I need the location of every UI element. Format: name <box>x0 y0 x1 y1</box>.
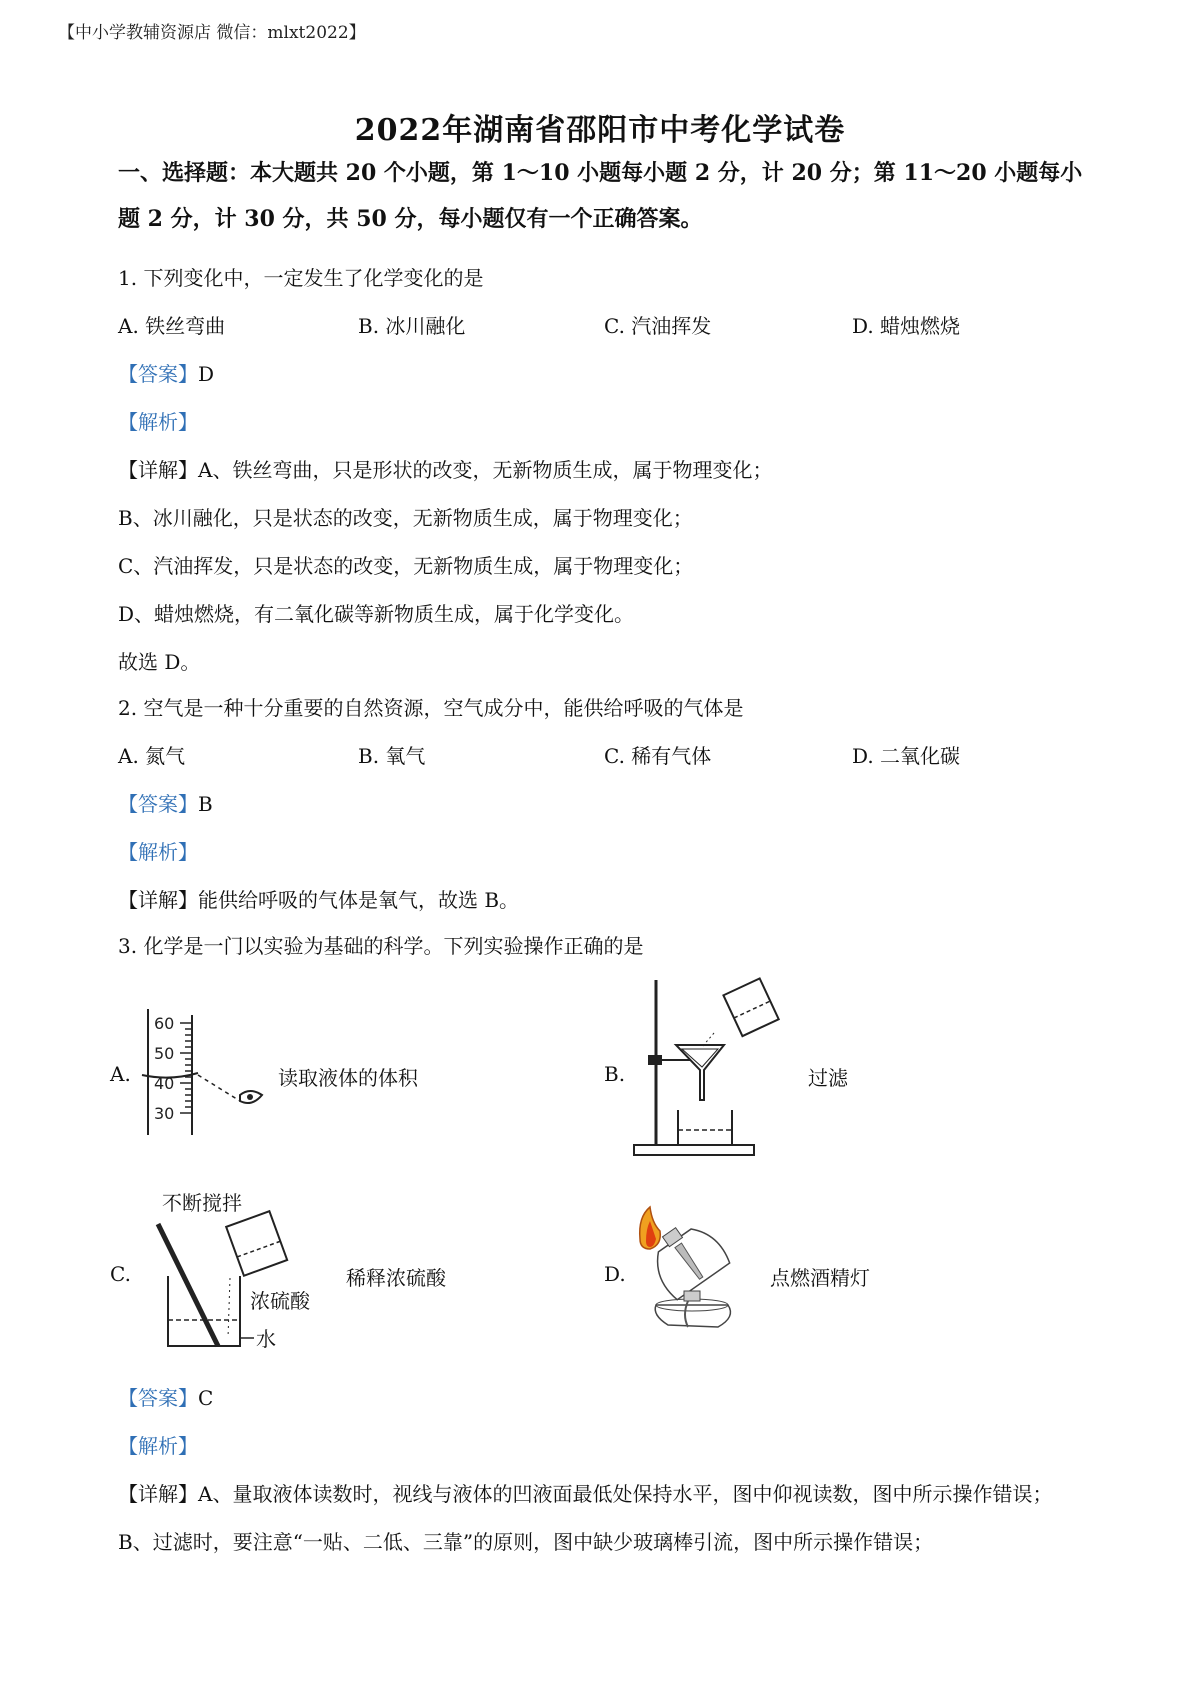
section-heading-line-1: 一、选择题：本大题共 20 个小题，第 1～10 小题每小题 2 分，计 20 分；第 11～20 小题每小 <box>118 160 1083 186</box>
q3-option-a-letter: A. <box>110 1062 131 1086</box>
cylinder-tick-label: 30 <box>154 1104 175 1123</box>
q1-option-d: D. 蜡烛燃烧 <box>852 314 961 338</box>
q3-option-b-label: 过滤 <box>808 1066 848 1090</box>
q3-analysis-tag: 【解析】 <box>118 1434 198 1458</box>
q2-option-d: D. 二氧化碳 <box>852 744 961 768</box>
answer-tag: 【答案】 <box>118 792 198 816</box>
answer-value: D <box>198 362 215 386</box>
q3-stem: 3. 化学是一门以实验为基础的科学。下列实验操作正确的是 <box>118 934 644 958</box>
q3-option-d-label: 点燃酒精灯 <box>770 1266 870 1290</box>
watermark: 【中小学教辅资源店 微信：mlxt2022】 <box>58 23 366 43</box>
dilution-figure <box>150 1188 350 1358</box>
answer-tag: 【答案】 <box>118 1386 198 1410</box>
water-note: 水 <box>256 1327 276 1351</box>
q1-detail-line: B、冰川融化，只是状态的改变，无新物质生成，属于物理变化； <box>118 506 693 530</box>
q1-stem: 1. 下列变化中，一定发生了化学变化的是 <box>118 266 484 290</box>
graduated-cylinder-figure <box>140 1005 280 1140</box>
q3-option-c-label: 稀释浓硫酸 <box>346 1266 446 1290</box>
q3-answer <box>118 1382 213 1411</box>
q2-option-c: C. 稀有气体 <box>604 744 712 768</box>
q2-detail-line: 【详解】能供给呼吸的气体是氧气，故选 B。 <box>118 888 520 912</box>
alcohol-lamp-figure <box>632 1205 772 1355</box>
q3-option-b-letter: B. <box>604 1062 626 1086</box>
q1-detail-line: C、汽油挥发，只是状态的改变，无新物质生成，属于物理变化； <box>118 554 694 578</box>
cylinder-tick-label: 60 <box>154 1014 175 1033</box>
q1-analysis-tag: 【解析】 <box>118 410 198 434</box>
answer-value: B <box>198 792 213 816</box>
q1-answer <box>118 358 214 387</box>
page-title: 2022年湖南省邵阳市中考化学试卷 <box>354 113 846 148</box>
q2-stem: 2. 空气是一种十分重要的自然资源，空气成分中，能供给呼吸的气体是 <box>118 696 744 720</box>
q1-detail-line: D、蜡烛燃烧，有二氧化碳等新物质生成，属于化学变化。 <box>118 602 635 626</box>
cylinder-tick-label: 50 <box>154 1044 175 1063</box>
q1-option-c: C. 汽油挥发 <box>604 314 712 338</box>
q2-analysis-tag: 【解析】 <box>118 840 198 864</box>
q3-option-c-letter: C. <box>110 1262 131 1286</box>
q2-answer <box>118 788 213 817</box>
q2-option-b: B. 氧气 <box>358 744 426 768</box>
q3-detail-line: 【详解】A、量取液体读数时，视线与液体的凹液面最低处保持水平，图中仰视读数，图中所示操作错误； <box>118 1482 1053 1506</box>
acid-note: 浓硫酸 <box>250 1289 310 1313</box>
q1-detail-line: 故选 D。 <box>118 650 201 674</box>
stir-note: 不断搅拌 <box>162 1191 242 1215</box>
q3-option-a-label: 读取液体的体积 <box>278 1066 418 1090</box>
q2-option-a: A. 氮气 <box>118 744 186 768</box>
q3-option-d-letter: D. <box>604 1262 626 1286</box>
answer-value: C <box>198 1386 214 1410</box>
q1-detail-line: 【详解】A、铁丝弯曲，只是形状的改变，无新物质生成，属于物理变化； <box>118 458 773 482</box>
section-heading-line-2: 题 2 分，计 30 分，共 50 分，每小题仅有一个正确答案。 <box>118 206 703 232</box>
answer-tag: 【答案】 <box>118 362 198 386</box>
cylinder-tick-label: 40 <box>154 1074 175 1093</box>
q1-option-b: B. 冰川融化 <box>358 314 466 338</box>
q1-option-a: A. 铁丝弯曲 <box>118 314 226 338</box>
filtration-figure <box>630 975 810 1165</box>
q3-detail-line: B、过滤时，要注意“一贴、二低、三靠”的原则，图中缺少玻璃棒引流，图中所示操作错误； <box>118 1530 934 1554</box>
